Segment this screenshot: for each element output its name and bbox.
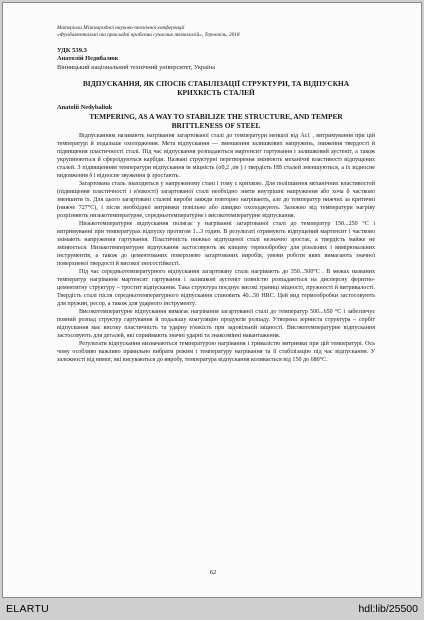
- paragraph-2: Загартована сталь знаходиться у напруженому стані і тому є крихкою. Для поліпшення механічних властивостей (підвищення пластичності і в'язкості) загартованої сталі необхідно зняти внутрішні напруження або хоча б частково зменшити їх. Для цього загартовані сталеві вироби завжди повторно нагрівають, але до температур нижчих за критичні (нижче 727°С), і після необхідної витримки повільно або швидко охолоджують. Залежно від температури нагріву розрізняють низькотемпературне, середньотемпературне і високотемпературне відпускання.: [57, 180, 375, 219]
- author-ukrainian: Анатолій Недибалюк: [57, 55, 119, 62]
- affiliation: Вінницький національний технічний університет, Україна: [57, 64, 216, 71]
- udk-code: УДК 539.3: [57, 47, 87, 54]
- article-body: [57, 133, 375, 365]
- page-number: 62: [209, 569, 217, 576]
- author-english: Anatolii Nedybaliuk: [57, 104, 113, 111]
- header-line-2: «Фундаментальні та прикладні проблеми сучасних технологій», Тернопіль, 2018: [57, 31, 240, 38]
- title-english: TEMPERING, AS A WAY TO STABILIZE THE STRUCTURE, AND TEMPER BRITTLENESS OF STEEL: [89, 112, 343, 130]
- repository-name: ELARTU: [6, 603, 50, 615]
- paragraph-4: Під час середньотемпературного відпускання загартовану сталь нагрівають до 350...500°С . В межах названих температур нагрівання мартенсит гартування і залишкові аустеніт повністю розпадаються на дисперсну феритно-цементитну структуру – тростит відпускання. Така структура поєднує високі границі міцності, пружності й витривалості. Твердість сталі після середньотемпературного відпускання становить 40...50 HRC. Цей вид термообробки застосовують для пружин, ресор, а також для ударного інструменту.: [57, 268, 375, 307]
- paragraph-3: Низькотемпературне відпускання полягає у нагріванні загартованої сталі до температур 150...250 °С і витримуванні при температурах відпуску протягом 1...3 годин. В результаті отримують відпущений мартенсит і частково знімають напруження гартування. Пластичність нижньо відпущеної сталі незначно зростає, а твердість майже не змінюється. Низькотемпературне відпускання застосовують як кінцеву термообробку для різальних і вимірювальних інструментів, а також до цементованих поверхнево загартованих виробів, умови роботи яких вимагають значної поверхневої твердості й високої зносостійкості.: [57, 220, 375, 267]
- paragraph-5: Високотемпературне відпускання вимагає нагрівання загартованої сталі до температур 500...650 °С і забезпечує повний розпад структур гартування й подальшу коагуляцію продуктів розпаду. Утворена зерниста структура – сорбіт відпускання має високу пластичність та ударну в'язкість при задовільній міцності. Високотемпературне відпускання застосовують для деталей, які сприймають значні ударні та знакозмінні навантаження.: [57, 308, 375, 339]
- document-page: [2, 2, 422, 598]
- paragraph-1: Відпусканням називають нагрівання загартованої сталі до температури меншої від Ас1 , витримування при цій температурі й подальше охолодження. Мета відпускання — зменшення залишкових напружень, зниження твердості й підвищення пластичності сталі. Під час відпускання розпадаються мартенсит гартування і залишковий аустеніт, а також укрупнюються й сфероїдуються карбіди. Названі структурні перетворення змінюють механічні властивості відпущених сталей. З підвищенням температури відпускання tв міцність (σ0,2 ,σв ) і твердість НВ сталей зменшуються, а їх відносне видовження δ і відносне звуження ψ зростають.: [57, 133, 375, 179]
- conference-header: [57, 25, 377, 38]
- handle-identifier: hdl:lib/25500: [358, 603, 418, 615]
- paragraph-6: Результати відпускання визначаються температурою нагрівання і тривалістю витримки при цій температурі. Ось чому особливо важливо правильно вибрати режим і температуру нагрівання та її стабілізацію під час відпускання. У залежності від вимог, які висуваються до виробу, температура відпускання коливається від 150 до 680°С.: [57, 340, 375, 363]
- header-line-1: Матеріали Міжнародної науково-технічної конференції: [57, 25, 185, 31]
- title-ukrainian: ВІДПУСКАННЯ, ЯК СПОСІБ СТАБІЛІЗАЦІЇ СТРУКТУРИ, ТА ВІДПУСКНА КРИХКІСТЬ СТАЛЕЙ: [82, 79, 350, 97]
